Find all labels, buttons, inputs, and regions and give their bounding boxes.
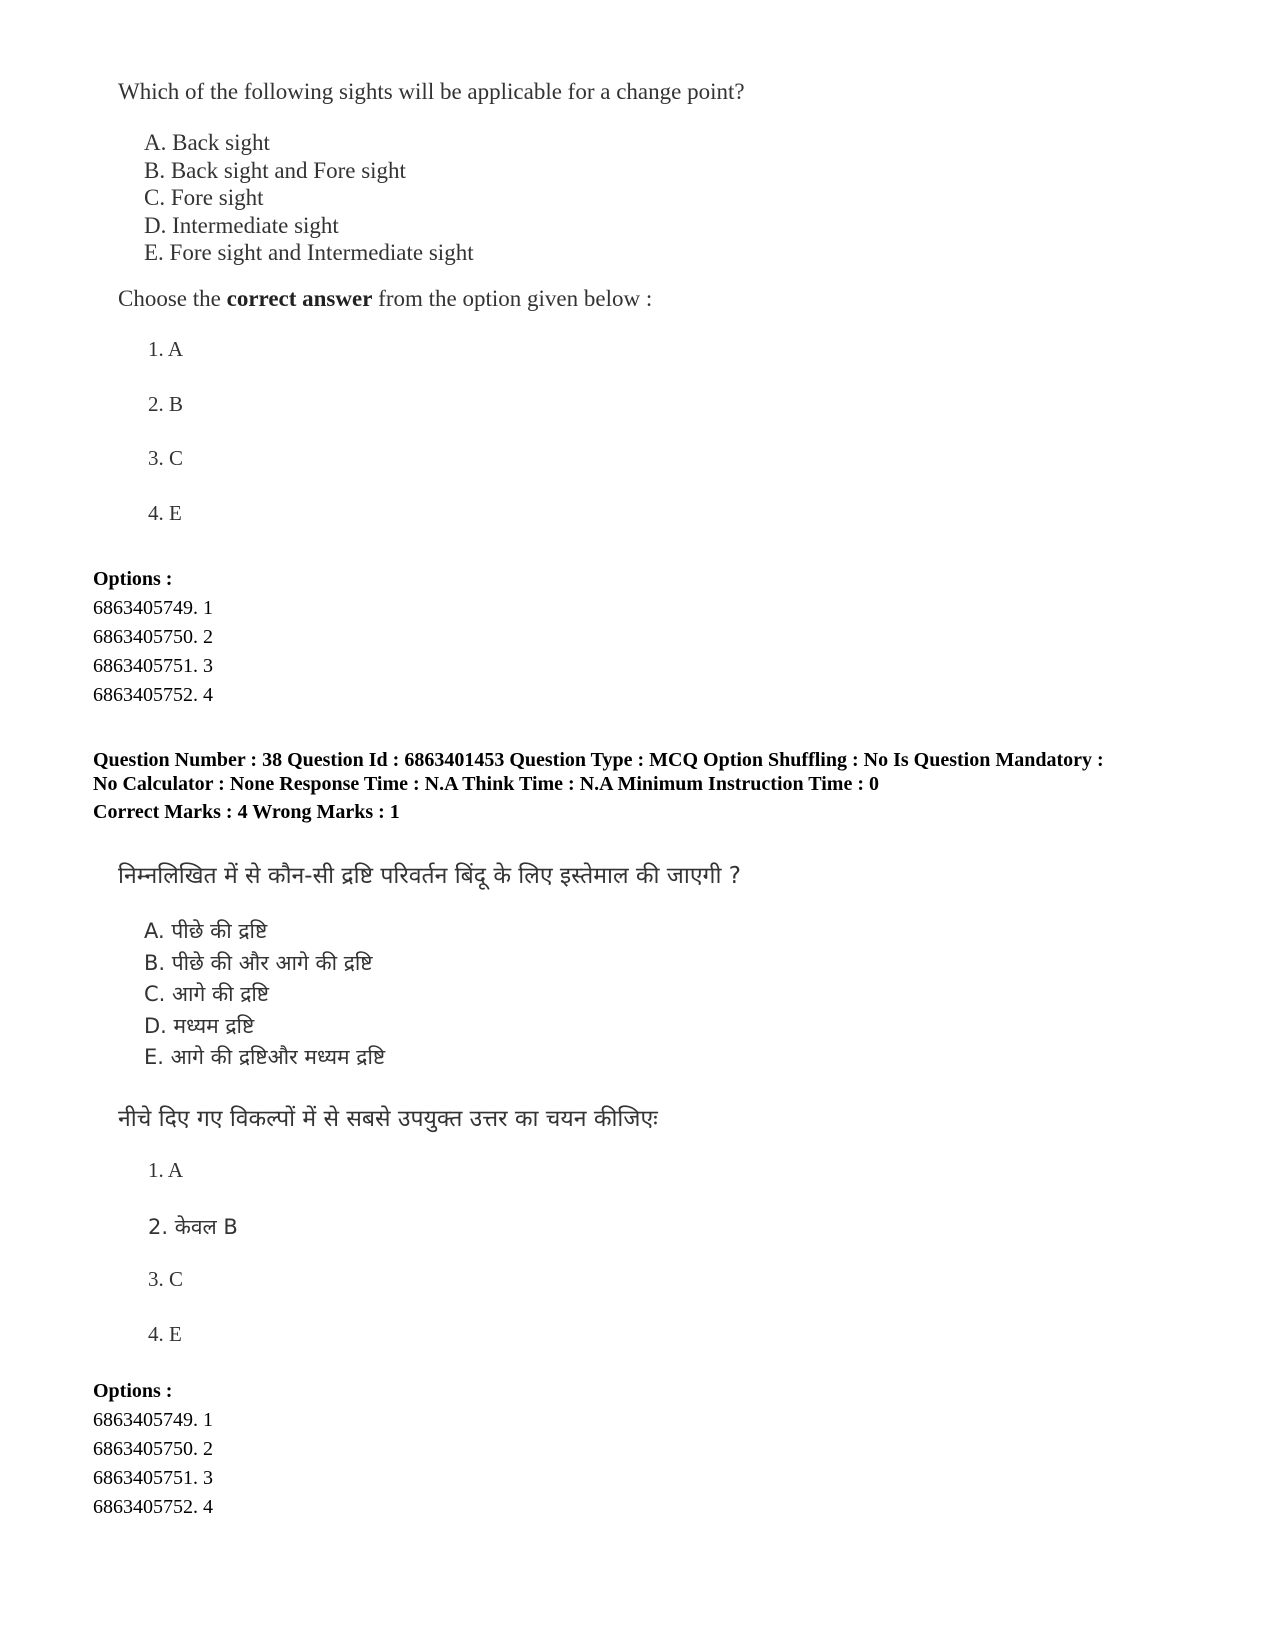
q37-options-label: Options : <box>93 568 173 590</box>
q38-meta-line2: No Calculator : None Response Time : N.A Think Time : N.A Minimum Instruction Time : 0 <box>93 773 879 795</box>
q38-answer-3: 3. C <box>148 1267 184 1291</box>
q38-option-1: 6863405749. 1 <box>93 1409 213 1431</box>
q37-choose-prefix: Choose the <box>118 286 227 311</box>
q37-answer-1: 1. A <box>148 337 184 361</box>
q38-option-2: 6863405750. 2 <box>93 1438 213 1460</box>
q37-option-2: 6863405750. 2 <box>93 626 213 648</box>
q38-statement-c: C. आगे की द्रष्टि <box>144 982 270 1006</box>
q38-answer-list <box>148 1158 238 1376</box>
q38-statement-a: A. पीछे की द्रष्टि <box>144 919 268 943</box>
q38-meta-line1: Question Number : 38 Question Id : 6863401453 Question Type : MCQ Option Shuffling : No Is Question Mandatory : <box>93 749 1104 771</box>
q37-answer-2: 2. B <box>148 391 184 416</box>
q37-option-4: 6863405752. 4 <box>93 684 213 706</box>
q37-option-3: 6863405751. 3 <box>93 655 213 677</box>
q38-answer-4: 4. E <box>148 1321 182 1346</box>
q38-meta <box>93 748 1213 824</box>
q38-statement-list <box>144 916 385 1074</box>
q38-marks-line: Correct Marks : 4 Wrong Marks : 1 <box>93 801 400 823</box>
q38-statement-e: E. आगे की द्रष्टिऔर मध्यम द्रष्टि <box>144 1045 386 1069</box>
q37-choose-instruction <box>118 285 652 313</box>
q38-question-text: निम्नलिखित में से कौन-सी द्रष्टि परिवर्तन बिंदू के लिए इस्तेमाल की जाएगी ? <box>118 863 741 889</box>
q37-options-block <box>93 565 213 710</box>
q37-statement-e: E. Fore sight and Intermediate sight <box>144 240 474 265</box>
q37-option-1: 6863405749. 1 <box>93 597 213 619</box>
q38-option-4: 6863405752. 4 <box>93 1496 213 1518</box>
q37-answer-list <box>148 337 183 555</box>
q38-statement-b: B. पीछे की और आगे की द्रष्टि <box>144 950 373 975</box>
q38-choose-instruction: नीचे दिए गए विकल्पों में से सबसे उपयुक्त उत्तर का चयन कीजिएः <box>118 1106 658 1132</box>
q37-statement-list <box>144 129 474 267</box>
q38-answer-1: 1. A <box>148 1158 184 1182</box>
q37-choose-suffix: from the option given below : <box>372 286 653 311</box>
q37-answer-4: 4. E <box>148 500 182 525</box>
q37-statement-b: B. Back sight and Fore sight <box>144 157 406 183</box>
q37-statement-c: C. Fore sight <box>144 185 264 210</box>
q37-choose-bold: correct answer <box>226 286 373 311</box>
q38-statement-d: D. मध्यम द्रष्टि <box>144 1013 255 1038</box>
q38-option-3: 6863405751. 3 <box>93 1467 213 1489</box>
q37-question-text: Which of the following sights will be applicable for a change point? <box>118 79 745 104</box>
q38-answer-2: 2. केवल B <box>148 1214 238 1239</box>
q37-statement-d: D. Intermediate sight <box>144 212 339 238</box>
q37-answer-3: 3. C <box>148 446 184 470</box>
q38-options-label: Options : <box>93 1380 173 1402</box>
q37-statement-a: A. Back sight <box>144 130 270 155</box>
q38-options-block <box>93 1377 213 1522</box>
